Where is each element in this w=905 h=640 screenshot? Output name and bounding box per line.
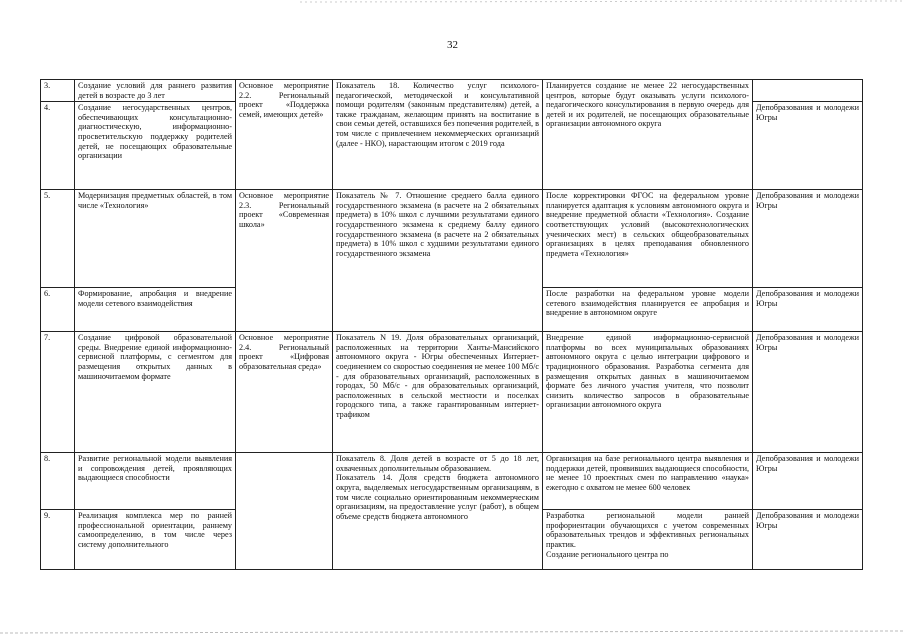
event-cell: Создание цифровой образовательной среды. Внедрение единой информационно-сервисной платформы, с сегментом для размещения открытых данных в машиночитаемом формате: [75, 332, 236, 453]
result-cell: Внедрение единой информационно-сервисной платформы во всех муниципальных образованиях автономного округа с целью интеграции цифрового и традиционного образования. Разработка сегмента для размещения открытых данных в машиночитаемом формате без личного участия учителя, что позволит снизить количество запросов в образовательные организации автономного округа: [543, 332, 753, 453]
result-cell: После корректировки ФГОС на федеральном уровне планируется адаптация к условиям автономного округа и внедрение предметной области «Технология». Создание соответствующих условий (высокотехнологических ученических мест) в сельских общеобразовательных организациях в целях преподавания обновленного предмета «Технология»: [543, 190, 753, 288]
responsible-cell: Депобразования и молодежи Югры: [753, 510, 863, 570]
table-row: [41, 453, 863, 510]
measure-cell: Основное мероприятие 2.2. Региональный проект «Поддержка семей, имеющих детей»: [236, 80, 333, 190]
responsible-cell: Депобразования и молодежи Югры: [753, 190, 863, 288]
row-number: 6.: [41, 288, 75, 332]
indicator-cell: Показатель N 19. Доля образовательных организаций, расположенных на территории Ханты-Мансийского автономного округа - Югры обеспеченных Интернет-соединением со скоростью соединения не менее 100 Мб/с - для образовательных организаций, расположенных в городах, 50 Мб/с - для образовательных организаций, расположенных в сельской местности и поселках городского типа, а также гарантированным интернет-трафиком: [333, 332, 543, 453]
result-cell: Организация на базе регионального центра выявления и поддержки детей, проявивших выдающиеся способности, не менее 10 проектных смен по направлению «наука» ежегодно с охватом не менее 600 человек: [543, 453, 753, 510]
row-number: 8.: [41, 453, 75, 510]
row-number: 3.: [41, 80, 75, 102]
result-cell: После разработки на федеральном уровне модели сетевого взаимодействия планируется ее апробация и внедрение в автономном округе: [543, 288, 753, 332]
event-cell: Развитие региональной модели выявления и сопровождения детей, проявляющих выдающиеся способности: [75, 453, 236, 510]
measure-cell: Основное мероприятие 2.3. Региональный проект «Современная школа»: [236, 190, 333, 332]
event-cell: Реализация комплекса мер по ранней профессиональной ориентации, раннему самоопределению, в том числе через систему дополнительного: [75, 510, 236, 570]
row-number: 9.: [41, 510, 75, 570]
row-number: 4.: [41, 102, 75, 190]
indicator-cell: Показатель 18. Количество услуг психолого-педагогической, методической и консультативной помощи родителям (законным представителям) детей, а также гражданам, желающим принять на воспитание в свои семьи детей, оставшихся без попечения родителей, в том числе с привлечением некоммерческих организаций (далее - НКО), нарастающим итогом с 2019 года: [333, 80, 543, 190]
responsible-cell: Депобразования и молодежи Югры: [753, 332, 863, 453]
responsible-cell: Депобразования и молодежи Югры: [753, 453, 863, 510]
responsible-cell: [753, 80, 863, 102]
row-number: 5.: [41, 190, 75, 288]
result-cell: Планируется создание не менее 22 негосударственных центров, которые будут оказывать услуги психолого-педагогического консультирования в первую очередь для детей и их родителей, не посещающих образовательные организации автономного округа: [543, 80, 753, 190]
responsible-cell: Депобразования и молодежи Югры: [753, 102, 863, 190]
event-cell: Формирование, апробация и внедрение модели сетевого взаимодействия: [75, 288, 236, 332]
event-cell: Создание негосударственных центров, обеспечивающих консультационно-диагностическую, информационно-просветительскую поддержку родителей детей, не посещающих образовательные организации: [75, 102, 236, 190]
event-cell: Модернизация предметных областей, в том числе «Технология»: [75, 190, 236, 288]
result-cell: Разработка региональной модели ранней профориентации обучающихся с учетом современных образовательных трендов и эффективных региональных практик. Создание регионального центра по: [543, 510, 753, 570]
table-row: [41, 80, 863, 102]
page-number: 32: [447, 39, 458, 51]
table-row: [41, 190, 863, 288]
table-row: [41, 332, 863, 453]
measures-table: [40, 79, 863, 570]
measure-cell: [236, 453, 333, 570]
event-cell: Создание условий для раннего развития детей в возрасте до 3 лет: [75, 80, 236, 102]
indicator-cell: Показатель 8. Доля детей в возрасте от 5 до 18 лет, охваченных дополнительным образованием. Показатель 14. Доля средств бюджета автономного округа, выделяемых негосударственным организациям, в том числе социально ориентированным некоммерческим организациям, на предоставление услуг (работ), в общем объеме средств бюджета автономного: [333, 453, 543, 570]
row-number: 7.: [41, 332, 75, 453]
indicator-cell: Показатель № 7. Отношение среднего балла единого государственного экзамена (в расчете на 2 обязательных предмета) в 10% школ с лучшими результатами единого государственного экзамена к среднему баллу единого государственного экзамена (в расчете на 2 обязательных предмета) в 10% школ с худшими результатами единого государственного экзамена: [333, 190, 543, 332]
measure-cell: Основное мероприятие 2.4. Региональный проект «Цифровая образовательная среда»: [236, 332, 333, 453]
responsible-cell: Депобразования и молодежи Югры: [753, 288, 863, 332]
